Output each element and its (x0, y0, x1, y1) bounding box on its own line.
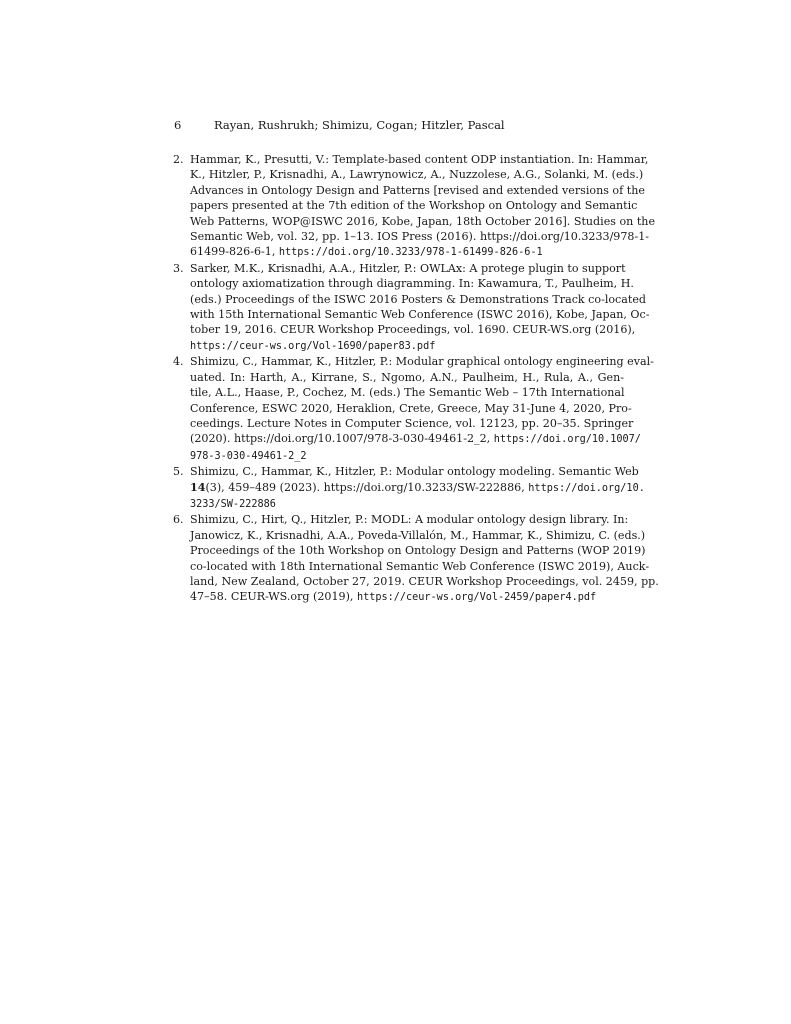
reference-text: uated. In: Harth, A., Kirrane, S., Ngomo, A.N., Paulheim, H., Rula, A., Gen- (190, 370, 624, 384)
reference-line (190, 416, 634, 431)
reference-text: co-located with 18th International Semantic Web Conference (ISWC 2019), Auck- (190, 559, 650, 573)
reference-item (170, 512, 659, 605)
reference-line (190, 338, 624, 354)
reference-text: Sarker, M.K., Krisnadhi, A.A., Hitzler, P.: OWLAx: A protege plugin to support (190, 261, 626, 275)
reference-text: K., Hitzler, P., Krisnadhi, A., Lawrynowicz, A., Nuzzolese, A.G., Solanki, M. (eds.) (190, 168, 644, 182)
reference-line (190, 322, 636, 337)
volume-number: 14 (190, 480, 206, 494)
reference-item (170, 354, 654, 464)
reference-line (190, 214, 656, 229)
reference-item (170, 464, 645, 512)
reference-text: (3), 459–489 (2023). https://doi.org/10.3233/SW-222886, (205, 480, 529, 494)
reference-link[interactable]: https://ceur-ws.org/Vol-2459/paper4.pdf (356, 592, 597, 604)
reference-line (190, 385, 624, 400)
reference-text: Shimizu, C., Hammar, K., Hitzler, P.: Modular graphical ontology engineering eval- (190, 355, 654, 369)
reference-text: (eds.) Proceedings of the ISWC 2016 Posters & Demonstrations Track co-located (190, 292, 646, 306)
reference-number: 6. (173, 513, 184, 527)
reference-line (190, 401, 632, 416)
reference-text: land, New Zealand, October 27, 2019. CEUR Workshop Proceedings, vol. 2459, pp. (190, 574, 659, 588)
reference-item (170, 152, 656, 261)
reference-text: Semantic Web, vol. 32, pp. 1–13. IOS Press (2016). https://doi.org/10.3233/978-1- (190, 230, 650, 244)
reference-link[interactable]: https://doi.org/10.3233/978-1-61499-826-6-1 (278, 247, 543, 259)
reference-line (190, 431, 641, 447)
running-header (174, 118, 624, 133)
reference-text: Web Patterns, WOP@ISWC 2016, Kobe, Japan, 18th October 2016]. Studies on the (190, 214, 656, 228)
reference-link[interactable]: https://ceur-ws.org/Vol-1690/paper83.pdf (190, 340, 436, 352)
reference-line (190, 276, 634, 291)
reference-line (190, 589, 624, 605)
reference-line (190, 528, 646, 543)
reference-text: 47–58. CEUR-WS.org (2019), (190, 590, 357, 604)
reference-text: ontology axiomatization through diagramming. In: Kawamura, T., Paulheim, H. (190, 277, 634, 291)
reference-text: ceedings. Lecture Notes in Computer Science, vol. 12123, pp. 20–35. Springer (190, 416, 634, 430)
reference-link[interactable]: https://doi.org/10. (528, 482, 645, 494)
reference-link[interactable]: https://doi.org/10.1007/ (493, 434, 641, 446)
reference-number: 3. (173, 261, 184, 275)
reference-line (190, 448, 624, 464)
running-head-authors: Rayan, Rushrukh; Shimizu, Cogan; Hitzler, Pascal (214, 118, 505, 132)
reference-line (190, 480, 645, 496)
reference-link[interactable]: 978-3-030-49461-2_2 (190, 450, 307, 462)
reference-line (190, 496, 624, 512)
reference-item (170, 261, 650, 354)
reference-text: papers presented at the 7th edition of the Workshop on Ontology and Semantic (190, 199, 638, 213)
reference-text: tober 19, 2016. CEUR Workshop Proceedings, vol. 1690. CEUR-WS.org (2016), (190, 323, 636, 337)
reference-text: Conference, ESWC 2020, Heraklion, Crete, Greece, May 31-June 4, 2020, Pro- (190, 401, 632, 415)
reference-line (190, 244, 624, 260)
reference-number: 2. (173, 153, 184, 166)
reference-line (190, 559, 650, 574)
reference-text: (2020). https://doi.org/10.1007/978-3-030-49461-2_2, (190, 432, 494, 446)
reference-text: Hammar, K., Presutti, V.: Template-based content ODP instantiation. In: Hammar, (190, 153, 649, 166)
reference-line (190, 167, 644, 182)
reference-link[interactable]: 3233/SW-222886 (190, 498, 276, 510)
reference-line (190, 464, 639, 479)
reference-line (190, 229, 650, 244)
reference-text: with 15th International Semantic Web Conference (ISWC 2016), Kobe, Japan, Oc- (190, 308, 650, 322)
reference-line (190, 261, 624, 276)
reference-number: 5. (173, 465, 184, 479)
reference-line (190, 307, 650, 322)
reference-line (190, 292, 646, 307)
reference-line (190, 543, 646, 558)
reference-text: Advances in Ontology Design and Patterns [revised and extended versions of the (190, 183, 645, 197)
reference-line (190, 198, 638, 213)
page-number: 6 (174, 118, 182, 132)
reference-line (190, 183, 645, 198)
reference-text: 61499-826-6-1, (190, 245, 279, 259)
reference-number: 4. (173, 355, 184, 369)
reference-line (190, 354, 654, 369)
reference-text: Shimizu, C., Hirt, Q., Hitzler, P.: MODL: A modular ontology design library. In: (190, 513, 629, 527)
reference-text: Proceedings of the 10th Workshop on Ontology Design and Patterns (WOP 2019) (190, 544, 646, 558)
reference-text: Shimizu, C., Hammar, K., Hitzler, P.: Modular ontology modeling. Semantic Web (190, 465, 639, 479)
reference-line (190, 512, 629, 527)
reference-line (190, 370, 624, 385)
reference-text: Janowicz, K., Krisnadhi, A.A., Poveda-Villalón, M., Hammar, K., Shimizu, C. (eds.) (190, 528, 646, 542)
reference-list (170, 152, 659, 606)
reference-text: tile, A.L., Haase, P., Cochez, M. (eds.) The Semantic Web – 17th International (190, 386, 625, 400)
reference-line (190, 574, 659, 589)
reference-line (190, 152, 649, 167)
